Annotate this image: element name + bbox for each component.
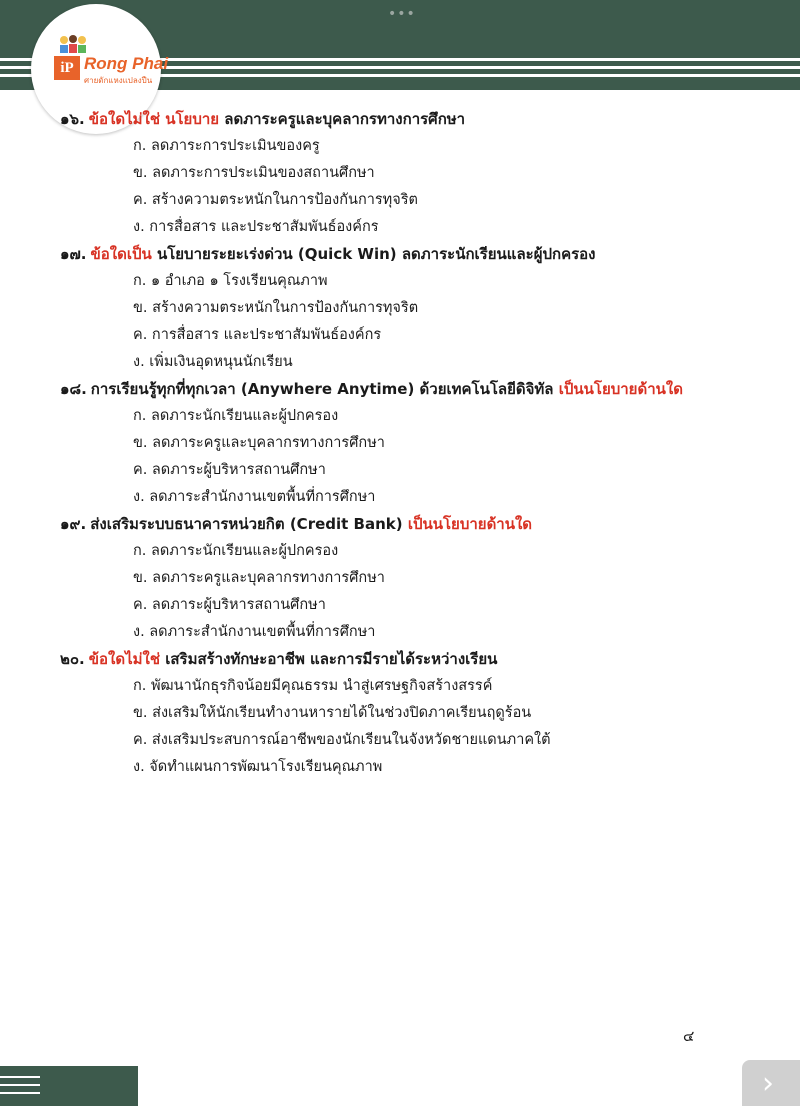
answer-option: ก. ลดภาระนักเรียนและผู้ปกครอง	[133, 408, 339, 424]
page-number: ๔	[683, 1027, 695, 1045]
question-5	[60, 646, 780, 673]
answer-option: ข. ลดภาระครูและบุคลากรทางการศึกษา	[133, 435, 385, 451]
logo-tagline: ศายดักแหงแปลงปืน	[84, 76, 153, 85]
question-2	[60, 241, 780, 268]
question-highlight: ข้อใดเป็น	[90, 245, 152, 263]
more-dots-icon[interactable]: •••	[388, 6, 416, 22]
question-text: นโยบายระยะเร่งด่วน (Quick Win) ลดภาระนักเรียนและผู้ปกครอง	[151, 245, 596, 263]
question-1	[60, 106, 780, 133]
footer-menu-band[interactable]	[0, 1066, 138, 1106]
logo-name: Rong Phai	[84, 54, 169, 73]
question-text: ลดภาระครูและบุคลากรทางการศึกษา	[219, 110, 466, 128]
answer-option: ง. การสื่อสาร และประชาสัมพันธ์องค์กร	[133, 219, 379, 235]
question-highlight: เป็นนโยบายด้านใด	[558, 380, 683, 398]
answer-option: ข. ส่งเสริมให้นักเรียนทำงานหารายได้ในช่วงปิดภาคเรียนฤดูร้อน	[133, 705, 532, 721]
question-highlight: ข้อใดไม่ใช่	[88, 650, 161, 668]
answer-option: ค. สร้างความตระหนักในการป้องกันการทุจริต	[133, 192, 418, 208]
chevron-right-icon: ›	[762, 1066, 774, 1101]
answer-option: ก. ลดภาระการประเมินของครู	[133, 138, 320, 154]
question-highlight: ข้อใดไม่ใช่ นโยบาย	[88, 110, 220, 128]
question-text: เสริมสร้างทักษะอาชีพ และการมีรายได้ระหว่างเรียน	[160, 650, 498, 668]
question-number: ๑๙.	[60, 515, 87, 533]
answer-option: ข. ลดภาระการประเมินของสถานศึกษา	[133, 165, 375, 181]
question-number: ๑๖.	[60, 110, 85, 128]
answer-option: ข. สร้างความตระหนักในการป้องกันการทุจริต	[133, 300, 419, 316]
question-list	[60, 106, 780, 781]
question-number: ๒๐.	[60, 650, 85, 668]
question-number: ๑๗.	[60, 245, 87, 263]
question-3	[60, 376, 780, 403]
answer-option: ข. ลดภาระครูและบุคลากรทางการศึกษา	[133, 570, 385, 586]
answer-option: ง. เพิ่มเงินอุดหนุนนักเรียน	[133, 354, 293, 370]
question-highlight: เป็นนโยบายด้านใด	[407, 515, 533, 533]
answer-option: ง. ลดภาระสำนักงานเขตพื้นที่การศึกษา	[133, 624, 376, 640]
answer-option: ก. ๑ อำเภอ ๑ โรงเรียนคุณภาพ	[133, 273, 328, 289]
kids-illustration-icon	[58, 34, 88, 54]
question-text: การเรียนรู้ทุกที่ทุกเวลา (Anywhere Anytime) ด้วยเทคโนโลยีดิจิทัล	[90, 380, 559, 398]
answer-option: ก. ลดภาระนักเรียนและผู้ปกครอง	[133, 543, 339, 559]
answer-option: ค. ลดภาระผู้บริหารสถานศึกษา	[133, 462, 326, 478]
next-page-button[interactable]	[742, 1060, 800, 1106]
answer-option: ง. จัดทำแผนการพัฒนาโรงเรียนคุณภาพ	[133, 759, 383, 775]
question-4	[60, 511, 780, 538]
answer-option: ง. ลดภาระสำนักงานเขตพื้นที่การศึกษา	[133, 489, 376, 505]
answer-option: ค. ลดภาระผู้บริหารสถานศึกษา	[133, 597, 326, 613]
answer-option: ก. พัฒนานักธุรกิจน้อยมีคุณธรรม นำสู่เศรษฐกิจสร้างสรรค์	[133, 678, 493, 694]
logo-mark: iP	[54, 56, 80, 80]
question-number: ๑๘.	[60, 380, 87, 398]
answer-option: ค. การสื่อสาร และประชาสัมพันธ์องค์กร	[133, 327, 382, 343]
question-text: ส่งเสริมระบบธนาคารหน่วยกิต (Credit Bank)	[90, 515, 408, 533]
answer-option: ค. ส่งเสริมประสบการณ์อาชีพของนักเรียนในจังหวัดชายแดนภาคใต้	[133, 732, 551, 748]
